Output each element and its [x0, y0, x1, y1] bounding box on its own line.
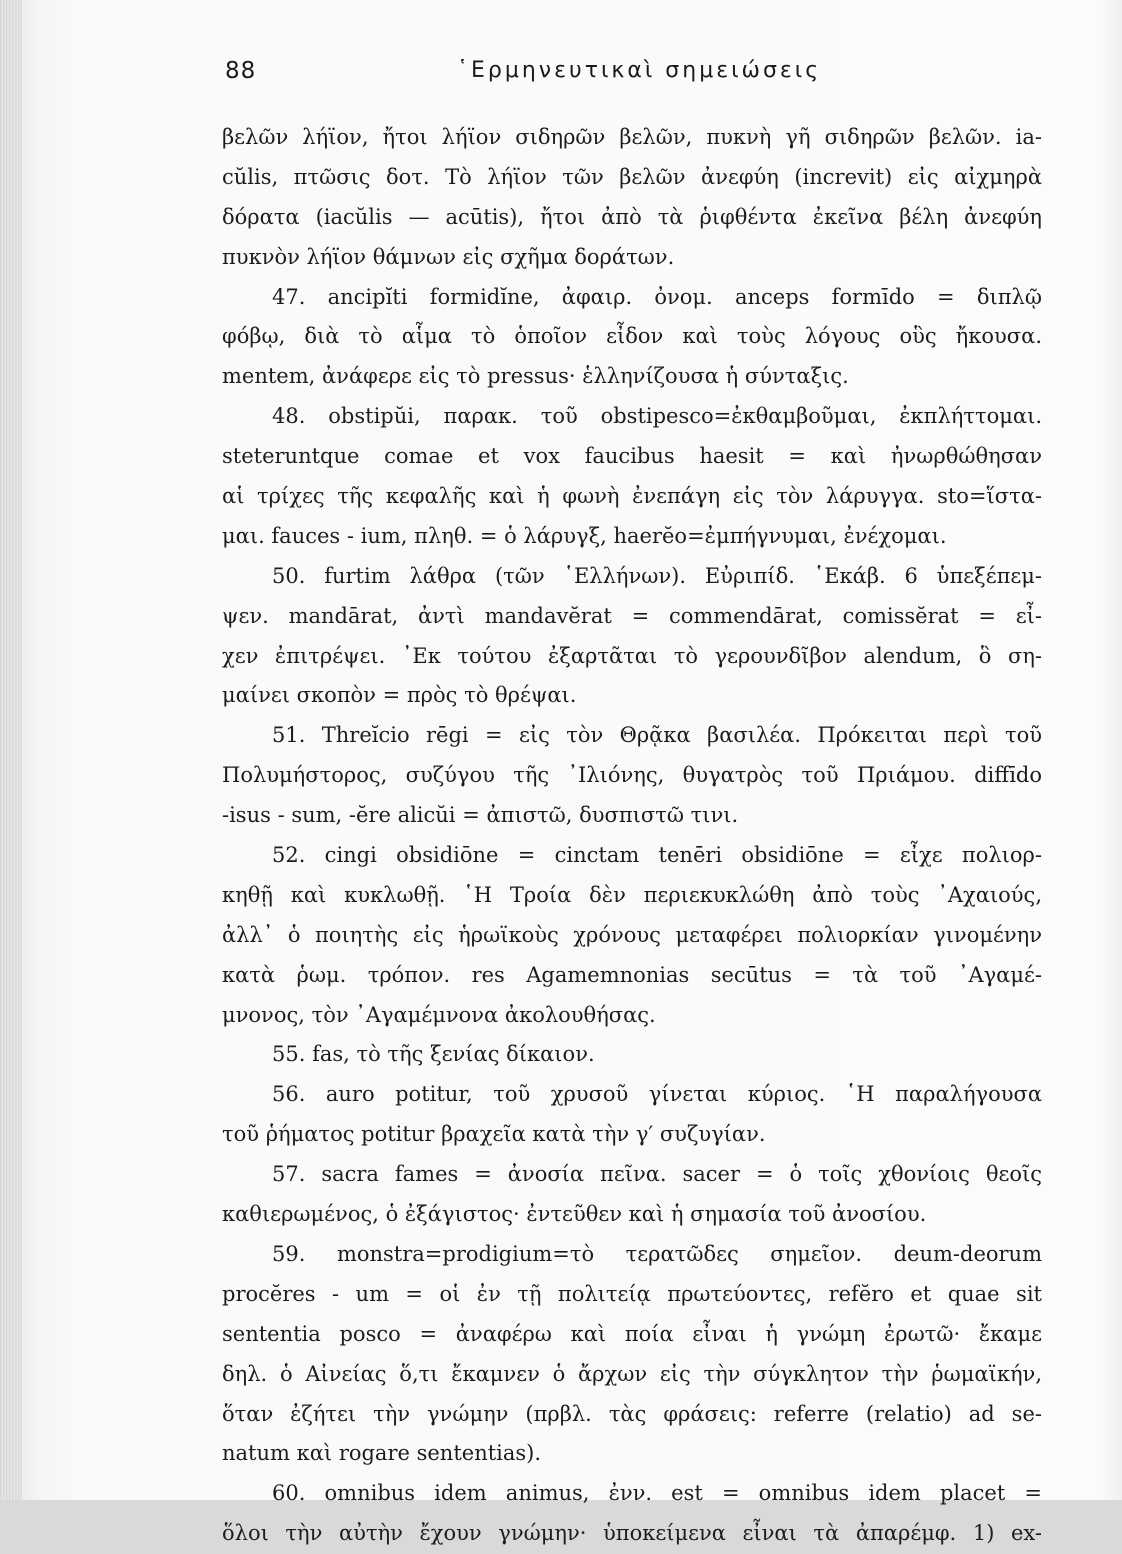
- text-line: 48. obstipŭi, παρακ. τοῦ obstipesco=ἐκθαμβοῦμαι, ἐκπλήττομαι.: [272, 404, 1042, 429]
- text-line: δόρατα (iacŭlis — acūtis), ἤτοι ἀπὸ τὰ ῥιφθέντα ἐκεῖνα βέλη ἀνεφύη: [222, 204, 1042, 229]
- text-line: μαι. fauces - ium, πληθ. = ὁ λάρυγξ, haerĕo=ἐμπήγνυμαι, ἐνέχομαι.: [222, 523, 947, 548]
- text-line: μνονος, τὸν ᾿Αγαμέμνονα ἀκολουθήσας.: [222, 1002, 656, 1027]
- body-text: [222, 118, 1042, 1554]
- text-line: 51. Threĭcio rēgi = εἰς τὸν Θρᾷκα βασιλέα. Πρόκειται περὶ τοῦ: [272, 723, 1042, 748]
- text-line: χεν ἐπιτρέψει. ᾿Εκ τούτου ἐξαρτᾶται τὸ γερουνδῖβον alendum, ὃ ση-: [222, 643, 1042, 668]
- text-line: 57. sacra fames = ἀνοσία πεῖνα. sacer = ὁ τοῖς χθονίοις θεοῖς: [272, 1162, 1042, 1187]
- text-line: φόβῳ, διὰ τὸ αἷμα τὸ ὁποῖον εἶδον καὶ τοὺς λόγους οὓς ἤκουσα.: [222, 324, 1042, 349]
- text-line: ὅλοι τὴν αὐτὴν ἔχουν γνώμην· ὑποκείμενα εἶναι τὰ ἀπαρέμφ. 1) ex-: [222, 1521, 1042, 1546]
- text-line: ὅταν ἐζήτει τὴν γνώμην (πρβλ. τὰς φράσεις: referre (relatio) ad se-: [222, 1401, 1042, 1426]
- text-line: 47. ancipĭti formidĭne, ἀφαιρ. ὀνομ. anceps formīdo = διπλῷ: [272, 284, 1042, 309]
- text-line: 60. omnibus idem animus, ἐνν. est = omnibus idem placet =: [272, 1481, 1042, 1506]
- text-line: 56. auro potitur, τοῦ χρυσοῦ γίνεται κύριος. ῾Η παραλήγουσα: [272, 1082, 1042, 1107]
- text-line: 55. fas, τὸ τῆς ξενίας δίκαιον.: [272, 1042, 595, 1067]
- text-line: steteruntque comae et vox faucibus haesit = καὶ ἠνωρθώθησαν: [222, 444, 1042, 469]
- text-line: procĕres - um = οἱ ἐν τῇ πολιτείᾳ πρωτεύοντες, refĕro et quae sit: [222, 1281, 1042, 1306]
- text-line: αἱ τρίχες τῆς κεφαλῆς καὶ ἡ φωνὴ ἐνεπάγη εἰς τὸν λάρυγγα. sto=ἵστα-: [222, 484, 1042, 509]
- text-line: cŭlis, πτῶσις δοτ. Τὸ λήϊον τῶν βελῶν ἀνεφύη (increvit) εἰς αἰχμηρὰ: [222, 164, 1042, 189]
- text-line: Πολυμήστορος, συζύγου τῆς ᾿Ιλιόνης, θυγατρὸς τοῦ Πριάμου. diffīdo: [222, 763, 1042, 788]
- page-header: [225, 58, 1045, 94]
- text-line: κηθῇ καὶ κυκλωθῇ. ῾Η Τροία δὲν περιεκυκλώθη ἀπὸ τοὺς ᾿Αχαιούς,: [222, 882, 1042, 907]
- text-line: -isus - sum, -ĕre alicŭi = ἀπιστῶ, δυσπιστῶ τινι.: [222, 803, 739, 828]
- text-line: καθιερωμένος, ὁ ἐξάγιστος· ἐντεῦθεν καὶ ἡ σημασία τοῦ ἀνοσίου.: [222, 1202, 927, 1227]
- running-title: ῾Ερμηνευτικαὶ σημειώσεις: [457, 58, 822, 83]
- text-line: mentem, ἀνάφερε εἰς τὸ pressus· ἑλληνίζουσα ἡ σύνταξις.: [222, 364, 849, 389]
- text-line: 52. cingi obsidiōne = cinctam tenēri obsidiōne = εἶχε πολιορ-: [272, 843, 1042, 868]
- text-line: ψεν. mandārat, ἀντὶ mandavĕrat = commendārat, comissĕrat = εἶ-: [222, 603, 1042, 628]
- text-line: βελῶν λήϊον, ἤτοι λήϊον σιδηρῶν βελῶν, πυκνὴ γῆ σιδηρῶν βελῶν. ia-: [222, 125, 1042, 149]
- binding-edge: [0, 0, 22, 1500]
- text-line: δηλ. ὁ Αἰνείας ὅ,τι ἔκαμνεν ὁ ἄρχων εἰς τὴν σύγκλητον τὴν ῥωμαϊκήν,: [222, 1361, 1042, 1386]
- text-line: κατὰ ῥωμ. τρόπον. res Agamemnonias secūtus = τὰ τοῦ ᾿Αγαμέ-: [222, 962, 1042, 987]
- text-line: μαίνει σκοπὸν = πρὸς τὸ θρέψαι.: [222, 683, 577, 708]
- text-line: τοῦ ῥήματος potitur βραχεῖα κατὰ τὴν γ′ συζυγίαν.: [222, 1122, 766, 1147]
- text-line: πυκνὸν λήϊον θάμνων εἰς σχῆμα δοράτων.: [222, 244, 675, 269]
- text-line: sententia posco = ἀναφέρω καὶ ποία εἶναι ἡ γνώμη ἐρωτῶ· ἔκαμε: [222, 1321, 1042, 1346]
- page-number: 88: [225, 58, 257, 84]
- text-line: natum καὶ rogare sententias).: [222, 1441, 542, 1466]
- text-line: ἀλλ᾿ ὁ ποιητὴς εἰς ἡρωϊκοὺς χρόνους μεταφέρει πολιορκίαν γινομένην: [222, 922, 1042, 947]
- text-line: 50. furtim λάθρα (τῶν ῾Ελλήνων). Εὐριπίδ. ῾Εκάβ. 6 ὑπεξέπεμ-: [272, 563, 1042, 588]
- text-line: 59. monstra=prodigium=τὸ τερατῶδες σημεῖον. deum-deorum: [272, 1241, 1042, 1266]
